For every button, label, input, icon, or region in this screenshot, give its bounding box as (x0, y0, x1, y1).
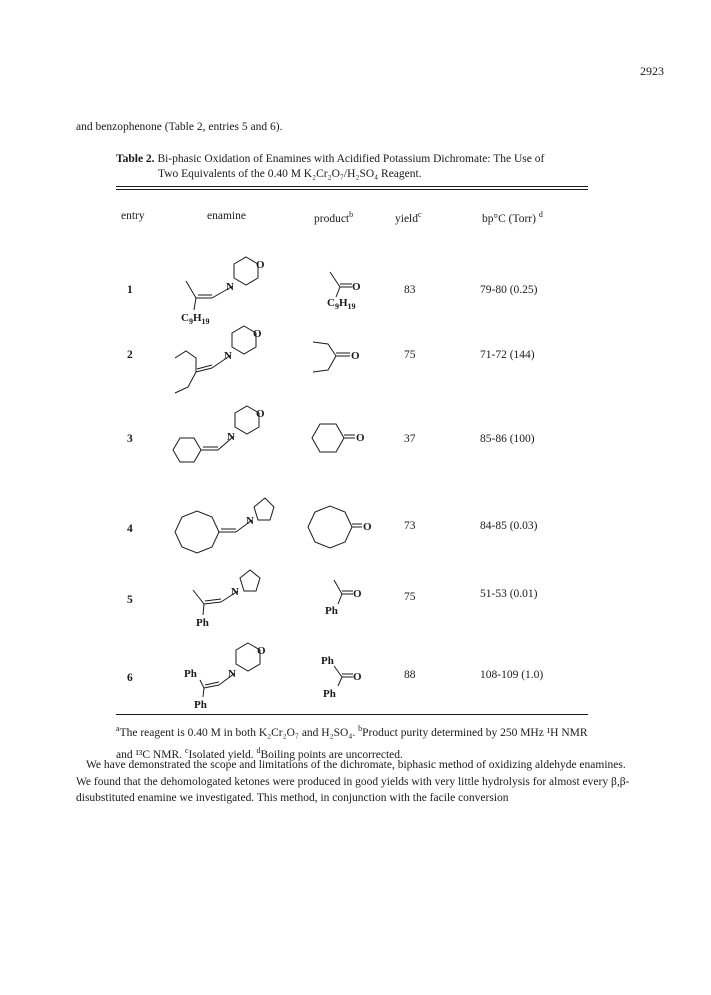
header-entry: entry (121, 210, 145, 222)
double-bond-5a (204, 602, 221, 604)
bond-ph-upper-6 (200, 680, 204, 688)
header-yield-text: yield (395, 212, 418, 225)
row-2-product-o-label: O (351, 350, 360, 362)
row-1-enamine-n-label: N (226, 281, 234, 293)
double-bond-5b (205, 599, 221, 601)
product-6 (321, 655, 362, 700)
bond-methyl-p5 (334, 580, 342, 594)
row-5-enamine-n-label: N (231, 586, 239, 598)
enamine-2 (175, 326, 262, 393)
row-4-product-o-label: O (363, 521, 372, 533)
row-1-entry: 1 (127, 284, 133, 296)
row-2-bp: 71-72 (144) (480, 349, 535, 361)
row-6-enamine-n-label: N (228, 668, 236, 680)
bond-ph-p5 (338, 594, 342, 604)
enamine-5 (193, 570, 260, 629)
header-bp-text: bp°C (Torr) (482, 212, 536, 225)
ethyl-upper-p2 (313, 342, 336, 356)
bond-c9-p1 (336, 287, 340, 297)
header-enamine: enamine (207, 210, 246, 222)
cyclohexylidene-ring-3 (173, 438, 201, 462)
bond-ph-lower-p6 (338, 677, 342, 686)
h-label: H (192, 312, 202, 324)
row-6-product-o-label: O (353, 671, 362, 683)
caption-line-2: Two Equivalents of the 0.40 M K₂Cr₂O₇/H₂SO₄ Reagent. (158, 168, 422, 180)
row-4-enamine-n-label: N (246, 515, 254, 527)
enamine-4 (175, 498, 274, 553)
header-product-sup: b (349, 210, 354, 219)
pyrrolidine-ring-5 (240, 570, 260, 591)
row-5-product-o-label: O (353, 588, 362, 600)
row-2-entry: 2 (127, 349, 133, 361)
cyclooctylidene-ring-4 (175, 511, 219, 553)
ethyl-lower-2 (175, 372, 196, 393)
row-1-product-c9h19-label (327, 297, 356, 311)
bond-c9-1 (194, 298, 196, 310)
row-3-enamine-n-label: N (227, 431, 235, 443)
row-6-yield: 88 (404, 669, 416, 681)
bond-ph-upper-p6 (334, 666, 342, 677)
ethyl-upper-2 (175, 351, 196, 372)
body-paragraph: We have demonstrated the scope and limitations of the dichromate, biphasic method of oxidizing aldehyde enamines. We found that the dehomologated ketones were produced in good yields with very little hydrolysis for almost every β,β-disubstituted enamine we investigated. This method, in conjunction with the facile conversion (76, 759, 630, 804)
morpholine-ring-1 (234, 257, 258, 285)
header-bp-sup: d (538, 210, 543, 219)
row-6-enamine-o-label: O (257, 645, 266, 657)
c-label: C (181, 312, 189, 324)
h-sub: 19 (201, 317, 210, 326)
double-bond-6b (205, 682, 219, 685)
row-1-bp: 79-80 (0.25) (480, 284, 538, 296)
table-footnotes: $^a$The reagent is 0.40 M in both K₂Cr₂O₇ and H₂SO₄. $^b$Product purity determined by 250 MHz ¹H NMR and ¹³C NMR. $^c$Isolated yield. $^d$Boiling points are uncorrected. (116, 724, 588, 761)
c-label: C (327, 297, 335, 309)
c-sub: 9 (188, 317, 193, 326)
pyrrolidine-ring-4 (254, 498, 274, 520)
page-number: 2923 (640, 64, 664, 78)
row-6-bp: 108-109 (1.0) (480, 669, 544, 681)
row-1-enamine-c9h19-label (181, 312, 210, 326)
bond-ph-5 (203, 604, 204, 615)
double-bond-6a (204, 685, 219, 688)
row-5-enamine-ph-label: Ph (196, 617, 209, 629)
row-1-product-o-label: O (352, 281, 361, 293)
ethyl-lower-p2 (313, 356, 336, 372)
bond-methyl-5 (193, 590, 204, 604)
row-2-enamine-o-label: O (253, 328, 262, 340)
row-5-entry: 5 (127, 594, 133, 606)
header-yield-sup: c (418, 210, 422, 219)
h-sub: 19 (347, 302, 356, 311)
header-product-text: product (314, 212, 350, 225)
enamine-1 (181, 257, 265, 326)
bond-methyl-p1 (330, 272, 340, 287)
caption-line-1: Bi-phasic Oxidation of Enamines with Acidified Potassium Dichromate: The Use of (157, 153, 545, 165)
table-label: Table 2. (116, 153, 155, 165)
product-2 (313, 342, 360, 372)
enamine-6 (184, 643, 266, 711)
bond-methyl-1 (186, 281, 196, 298)
row-3-enamine-o-label: O (256, 408, 265, 420)
row-2-enamine-n-label: N (224, 350, 232, 362)
row-6-product-ph-lower-label: Ph (323, 688, 336, 700)
row-3-yield: 37 (404, 433, 416, 445)
row-1-yield: 83 (404, 284, 416, 296)
row-4-yield: 73 (404, 520, 416, 532)
footnote-a: The reagent is 0.40 M in both K₂Cr₂O₇ and H₂SO₄. (119, 726, 356, 739)
enamine-3 (173, 406, 265, 462)
product-3 (312, 424, 365, 452)
c-sub: 9 (334, 302, 339, 311)
cyclohexanone-ring (312, 424, 344, 452)
row-6-enamine-ph-lower-label: Ph (194, 699, 207, 711)
row-1-enamine-o-label: O (256, 259, 265, 271)
product-4 (308, 506, 372, 548)
footnote-d: Boiling points are uncorrected. (260, 748, 403, 761)
row-3-bp: 85-86 (100) (480, 433, 535, 445)
footnote-c: Isolated yield. (188, 748, 254, 761)
product-5 (325, 580, 362, 617)
row-3-product-o-label: O (356, 432, 365, 444)
row-2-yield: 75 (404, 349, 416, 361)
bond-ph-lower-6 (203, 688, 204, 697)
row-6-enamine-ph-upper-label: Ph (184, 668, 197, 680)
cyclooctanone-ring (308, 506, 352, 548)
h-label: H (338, 297, 348, 309)
row-5-bp: 51-53 (0.01) (480, 588, 538, 600)
intro-sentence: and benzophenone (Table 2, entries 5 and 6). (76, 121, 283, 133)
table-bottom-rule (116, 714, 588, 715)
product-1 (327, 272, 361, 311)
row-5-product-ph-label: Ph (325, 605, 338, 617)
row-6-product-ph-upper-label: Ph (321, 655, 334, 667)
footnote-b: Product purity determined by 250 MHz ¹H NMR and ¹³C NMR. (116, 726, 588, 761)
row-3-entry: 3 (127, 433, 133, 445)
row-5-yield: 75 (404, 591, 416, 603)
row-6-entry: 6 (127, 672, 133, 684)
row-4-bp: 84-85 (0.03) (480, 520, 538, 532)
row-4-entry: 4 (127, 523, 133, 535)
